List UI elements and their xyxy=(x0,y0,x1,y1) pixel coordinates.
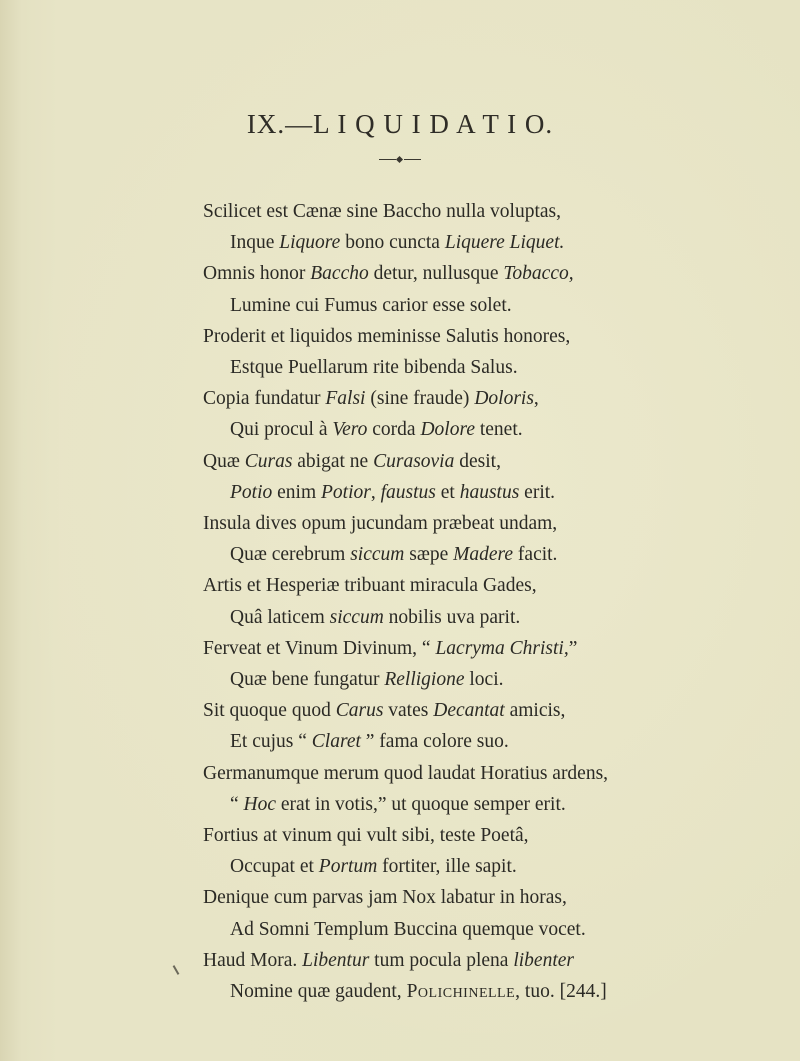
poem-line xyxy=(203,699,565,723)
italic-word: Hoc xyxy=(243,793,277,815)
text-segment: vates xyxy=(383,700,434,722)
text-segment: sæpe xyxy=(404,544,454,566)
text-segment: Germanumque merum quod laudat Horatius ardens, xyxy=(203,762,609,784)
poem-line xyxy=(230,793,566,817)
poem-line xyxy=(203,762,608,786)
text-segment: Lumine cui Fumus carior esse solet. xyxy=(230,294,512,316)
poem-line xyxy=(203,200,561,224)
text-segment: Copia fundatur xyxy=(203,388,326,410)
italic-word: Falsi xyxy=(325,388,366,410)
text-segment: Quâ laticem xyxy=(230,606,330,628)
text-segment: bono cuncta xyxy=(340,232,445,254)
text-segment: Ferveat et Vinum Divinum, “ xyxy=(203,637,436,659)
text-segment: Et cujus “ xyxy=(230,731,312,753)
diamond-icon xyxy=(396,156,403,163)
text-segment: nobilis uva parit. xyxy=(383,606,521,628)
poem-line xyxy=(203,637,577,661)
italic-word: Portum xyxy=(318,856,378,878)
text-segment: Omnis honor xyxy=(203,263,311,285)
italic-word: libenter xyxy=(513,949,574,971)
poem-line xyxy=(203,512,557,536)
text-segment: Denique cum parvas jam Nox labatur in horas, xyxy=(203,887,567,909)
text-segment: Sit quoque quod xyxy=(203,700,336,722)
text-segment: , tuo. [244.] xyxy=(515,981,607,1002)
text-segment: Quæ xyxy=(203,450,245,472)
italic-word: Curas xyxy=(244,450,293,472)
ornament-divider xyxy=(379,156,421,164)
italic-word: siccum xyxy=(329,606,384,628)
text-segment: abigat ne xyxy=(292,450,374,472)
italic-word: Potior xyxy=(321,481,371,503)
text-segment: tenet. xyxy=(474,419,523,441)
italic-word: Tobacco, xyxy=(503,263,574,285)
italic-word: Relligione xyxy=(384,669,465,690)
text-segment: Occupat et xyxy=(230,856,319,878)
poem-line xyxy=(230,855,517,879)
italic-word: Dolore xyxy=(420,419,475,441)
poem-line xyxy=(203,262,574,286)
text-segment: Polichinelle xyxy=(406,981,516,1002)
poem-line xyxy=(230,356,518,380)
text-segment: tum pocula plena xyxy=(369,949,514,971)
italic-word: Libentur xyxy=(302,949,370,971)
poem-line xyxy=(203,574,537,598)
text-segment: Ad Somni Templum Buccina quemque vocet. xyxy=(230,918,586,940)
italic-word: Madere xyxy=(453,544,514,566)
text-segment: Inque xyxy=(230,232,280,254)
italic-word: siccum xyxy=(350,544,405,566)
poem-line xyxy=(203,325,570,349)
text-segment: , xyxy=(533,388,539,410)
text-segment: Quæ cerebrum xyxy=(230,544,351,566)
poem-line xyxy=(203,949,574,973)
text-segment: , xyxy=(370,481,381,503)
text-segment: amicis, xyxy=(504,700,566,722)
italic-word: Carus xyxy=(335,700,384,722)
poem-line xyxy=(230,231,564,255)
text-segment: Quæ bene fungatur xyxy=(230,669,385,690)
italic-word: Lacryma Christi, xyxy=(435,637,569,659)
italic-word: Liquere Liquet. xyxy=(444,232,565,254)
poem-line xyxy=(230,481,555,505)
text-segment: ” fama colore suo. xyxy=(360,731,509,753)
italic-word: Doloris xyxy=(474,388,534,410)
text-segment: loci. xyxy=(464,669,504,690)
margin-mark xyxy=(173,965,180,975)
text-segment: corda xyxy=(367,419,421,441)
italic-word: haustus xyxy=(459,481,520,503)
italic-word: Claret xyxy=(311,731,361,753)
poem-line xyxy=(203,886,567,910)
italic-word: Potio xyxy=(230,481,273,503)
text-segment: Proderit et liquidos meminisse Salutis honores, xyxy=(203,325,571,347)
ornament-rule-left xyxy=(379,159,396,160)
poem-line xyxy=(230,606,520,630)
text-segment: Artis et Hesperiæ tribuant miracula Gades, xyxy=(203,575,537,597)
text-segment: Insula dives opum jucundam præbeat undam, xyxy=(203,513,558,534)
poem-line xyxy=(203,450,501,474)
poem-line xyxy=(230,294,512,318)
text-segment: desit, xyxy=(454,450,501,472)
text-segment: fortiter, ille sapit. xyxy=(377,856,517,878)
text-segment: (sine fraude) xyxy=(365,388,475,410)
text-segment: Qui procul à xyxy=(230,419,333,441)
poem-line xyxy=(230,730,509,754)
italic-word: faustus xyxy=(380,481,436,503)
text-segment: Estque Puellarum rite bibenda Salus. xyxy=(230,357,518,378)
poem-line xyxy=(230,918,586,942)
poem-line xyxy=(230,543,557,567)
text-segment: Fortius at vinum qui vult sibi, teste Poetâ, xyxy=(203,825,529,846)
poem-title: IX.—L I Q U I D A T I O. xyxy=(246,109,554,139)
italic-word: Curasovia xyxy=(373,450,455,472)
text-segment: Nomine quæ gaudent, xyxy=(230,981,407,1002)
text-segment: facit. xyxy=(513,544,558,566)
poem-line xyxy=(230,418,523,442)
italic-word: Baccho xyxy=(310,263,369,285)
italic-word: Vero xyxy=(332,419,368,441)
poem-line xyxy=(230,980,607,1004)
italic-word: Liquore xyxy=(279,232,341,254)
text-segment: detur, nullusque xyxy=(368,263,504,285)
text-segment: erat in votis,” ut quoque semper erit. xyxy=(276,793,566,815)
text-segment: enim xyxy=(272,481,321,503)
ornament-rule-right xyxy=(404,159,421,160)
poem-line xyxy=(230,668,504,692)
text-segment: Haud Mora. xyxy=(203,949,303,971)
italic-word: Decantat xyxy=(433,700,505,722)
poem-line xyxy=(203,824,529,848)
text-segment: ” xyxy=(568,637,578,659)
text-segment: erit. xyxy=(519,481,556,503)
text-segment: et xyxy=(435,481,460,503)
text-segment: “ xyxy=(230,793,244,815)
text-segment: Scilicet est Cænæ sine Baccho nulla voluptas, xyxy=(203,201,561,222)
poem-line xyxy=(203,387,539,411)
